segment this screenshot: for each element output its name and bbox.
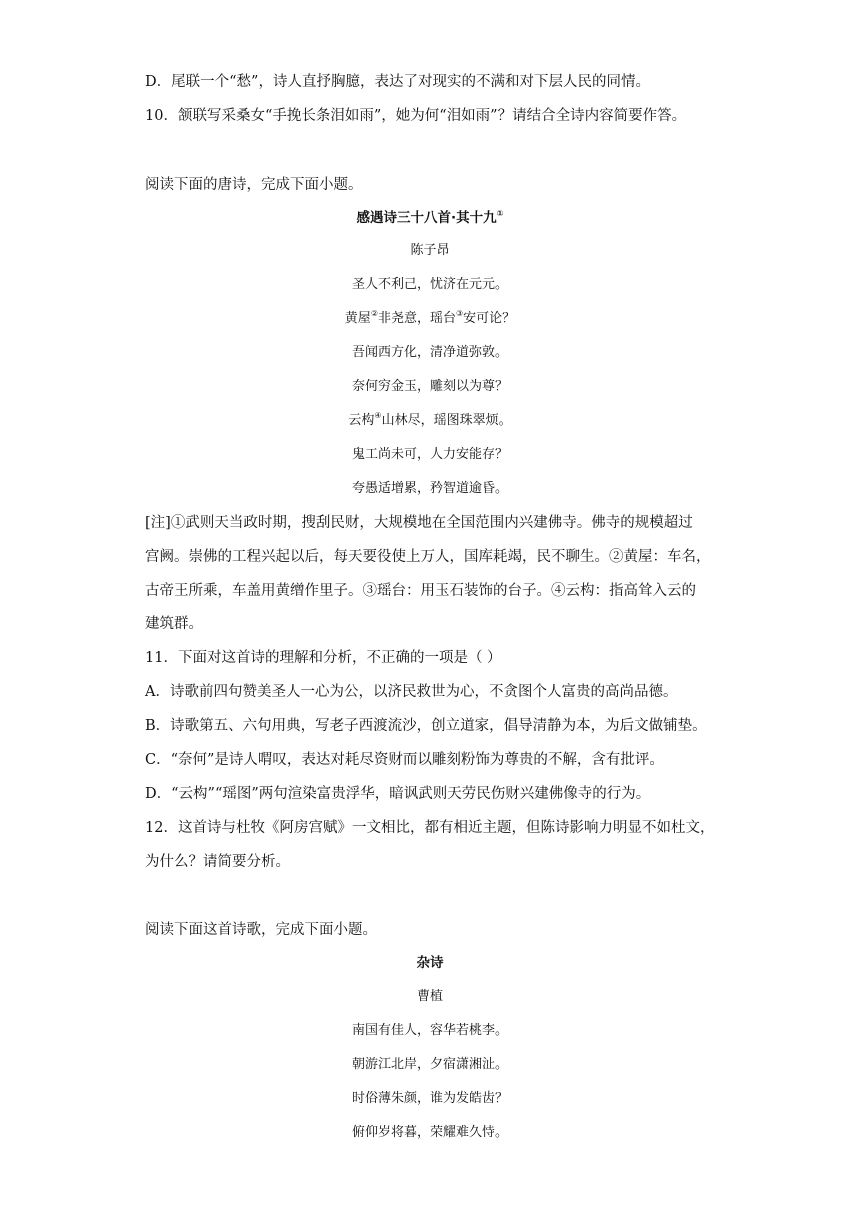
poem2-line: 时俗薄朱颜，谁为发皓齿？ xyxy=(351,1091,508,1106)
section2-intro: 阅读下面的唐诗，完成下面小题。 xyxy=(145,177,363,193)
question-12-cont: 为什么？请简要分析。 xyxy=(145,854,290,870)
poem-line-part: 非尧意，瑶台 xyxy=(377,311,456,326)
notes-line: 建筑群。 xyxy=(145,616,203,632)
poem-line-part: 云构 xyxy=(348,413,375,428)
q9-option-d: D．尾联一个“愁”，诗人直抒胸臆，表达了对现实的不满和对下层人民的同情。 xyxy=(145,74,650,90)
q11-option-d: D．“云构”“瑶图”两句渲染富贵浮华，暗讽武则天劳民伤财兴建佛像寺的行为。 xyxy=(145,786,651,802)
q11-option-b: B．诗歌第五、六句用典，写老子西渡流沙，创立道家，倡导清静为本，为后文做铺垫。 xyxy=(145,718,707,734)
section3-intro: 阅读下面这首诗歌，完成下面小题。 xyxy=(145,922,377,938)
poem-line: 奈何穷金玉，雕刻以为尊？ xyxy=(351,379,508,394)
poem-line: 吾闻西方化，清净道弥敦。 xyxy=(351,345,508,360)
q11-option-c: C．“奈何”是诗人喟叹，表达对耗尽资财而以雕刻粉饰为尊贵的不解，含有批评。 xyxy=(145,752,664,768)
notes-line: 宫阙。崇佛的工程兴起以后，每天要役使上万人，国库耗竭，民不聊生。②黄屋：车名， xyxy=(145,549,711,565)
notes-line: 古帝王所乘，车盖用黄缯作里子。③瑶台：用玉石装饰的台子。④云构：指高耸入云的 xyxy=(145,583,696,599)
poem2-author: 曹植 xyxy=(416,989,443,1004)
footnote-marker: ④ xyxy=(374,411,382,420)
question-11: 11．下面对这首诗的理解和分析，不正确的一项是（ ） xyxy=(145,650,502,666)
footnote-marker: ② xyxy=(370,309,378,318)
poem-line-part: 安可论？ xyxy=(463,311,516,326)
poem-title xyxy=(0,208,860,228)
poem-line: 夸愚适增累，矜智道逾昏。 xyxy=(351,481,508,496)
poem-line-part: 山林尽，瑶图珠翠烦。 xyxy=(381,413,512,428)
poem-line xyxy=(0,411,860,431)
poem2-line: 朝游江北岸，夕宿潇湘沚。 xyxy=(351,1057,508,1072)
notes-line: [注]①武则天当政时期，搜刮民财，大规模地在全国范围内兴建佛寺。佛寺的规模超过 xyxy=(145,515,693,531)
poem-line: 圣人不利己，忧济在元元。 xyxy=(351,277,508,292)
poem-line xyxy=(0,309,860,329)
poem-title-note: ① xyxy=(496,209,504,218)
question-12: 12．这首诗与杜牧《阿房宫赋》一文相比，都有相近主题，但陈诗影响力明显不如杜文， xyxy=(145,820,715,836)
poem-line-part: 黄屋 xyxy=(344,311,371,326)
poem-author: 陈子昂 xyxy=(410,243,450,258)
poem-line: 鬼工尚未可，人力安能存？ xyxy=(351,447,508,462)
poem2-line: 南国有佳人，容华若桃李。 xyxy=(351,1023,508,1038)
poem-title-text: 感遇诗三十八首·其十九 xyxy=(356,210,497,226)
poem2-line: 俯仰岁将暮，荣耀难久恃。 xyxy=(351,1125,508,1140)
question-10: 10．颔联写采桑女“手挽长条泪如雨”，她为何“泪如雨”？请结合全诗内容简要作答。 xyxy=(145,108,687,124)
footnote-marker: ③ xyxy=(456,309,464,318)
q11-option-a: A．诗歌前四句赞美圣人一心为公，以济民救世为心，不贪图个人富贵的高尚品德。 xyxy=(145,684,678,700)
poem2-title: 杂诗 xyxy=(416,955,444,971)
